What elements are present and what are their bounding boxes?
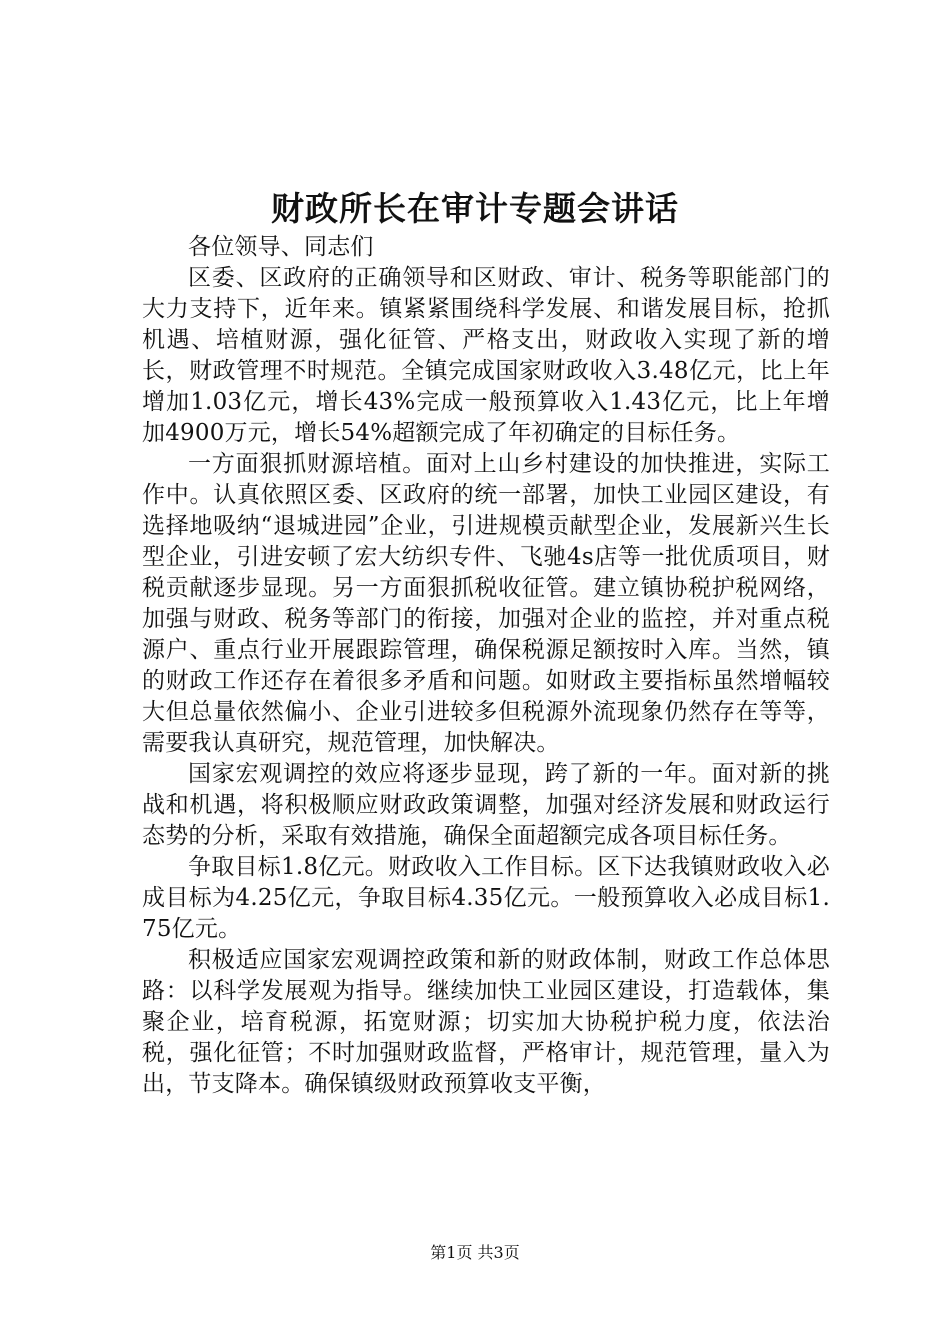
paragraph-outlook: 国家宏观调控的效应将逐步显现，跨了新的一年。面对新的挑战和机遇，将积极顺应财政政策调整，加强对经济发展和财政运行态势的分析，采取有效措施，确保全面超额完成各项目标任务。 — [142, 761, 830, 849]
paragraph-targets: 争取目标1.8亿元。财政收入工作目标。区下达我镇财政收入必成目标为4.25亿元，争取目标4.35亿元。一般预算收入必成目标1.75亿元。 — [142, 854, 830, 942]
paragraph-overview: 区委、区政府的正确领导和区财政、审计、税务等职能部门的大力支持下，近年来。镇紧紧围绕科学发展、和谐发展目标，抢抓机遇、培植财源，强化征管、严格支出，财政收入实现了新的增长，财政管理不时规范。全镇完成国家财政收入3.48亿元，比上年增加1.03亿元，增长43%完成一般预算收入1.43亿元，比上年增加4900万元，增长54%超额完成了年初确定的目标任务。 — [142, 265, 830, 446]
paragraph-approach: 积极适应国家宏观调控政策和新的财政体制，财政工作总体思路：以科学发展观为指导。继续加快工业园区建设，打造载体，集聚企业，培育税源，拓宽财源；切实加大协税护税力度，依法治税，强化征管；不时加强财政监督，严格审计，规范管理，量入为出，节支降本。确保镇级财政预算收支平衡， — [142, 947, 830, 1097]
paragraph-salutation: 各位领导、同志们 — [188, 234, 374, 260]
document-body — [142, 232, 830, 1100]
page-footer: 第1页 共3页 — [430, 1243, 520, 1262]
document-title: 财政所长在审计专题会讲话 — [271, 189, 679, 228]
paragraph-measures: 一方面狠抓财源培植。面对上山乡村建设的加快推进，实际工作中。认真依照区委、区政府的统一部署，加快工业园区建设，有选择地吸纳“退城进园”企业，引进规模贡献型企业，发展新兴生长型企业，引进安顿了宏大纺织专件、飞驰4s店等一批优质项目，财税贡献逐步显现。另一方面狠抓税收征管。建立镇协税护税网络，加强与财政、税务等部门的衔接，加强对企业的监控，并对重点税源户、重点行业开展跟踪管理，确保税源足额按时入库。当然，镇的财政工作还存在着很多矛盾和问题。如财政主要指标虽然增幅较大但总量依然偏小、企业引进较多但税源外流现象仍然存在等等，需要我认真研究，规范管理，加快解决。 — [142, 451, 830, 756]
